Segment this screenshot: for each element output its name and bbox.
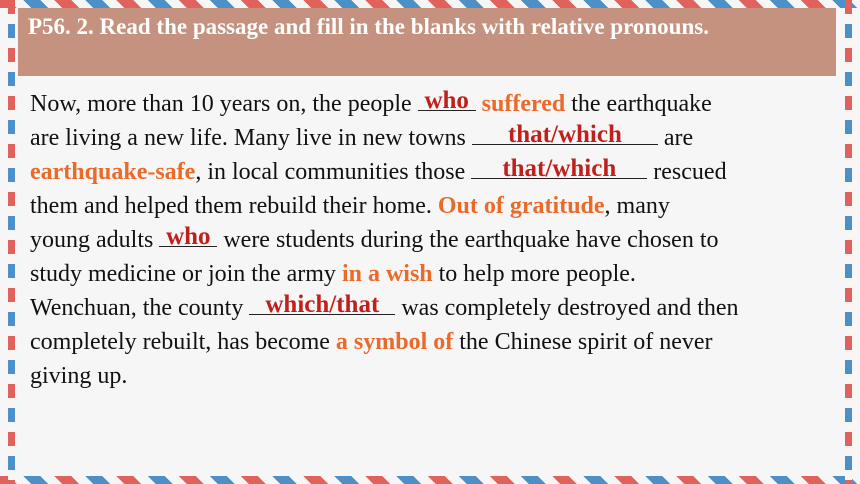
text: giving up. xyxy=(30,363,128,389)
answer-3: that/which xyxy=(502,155,617,182)
border-stripe-top xyxy=(0,0,860,8)
passage-line-3 xyxy=(30,155,850,189)
answer-4: who xyxy=(166,223,211,250)
answer-5: which/that xyxy=(265,291,380,318)
passage-line-8 xyxy=(30,325,850,359)
text: study medicine or join the army xyxy=(30,261,342,287)
blank-2 xyxy=(472,121,658,148)
title-bar xyxy=(18,8,836,76)
text: were students during the earthquake have chosen to xyxy=(217,227,719,253)
exercise-title: P56. 2. Read the passage and fill in the blanks with relative pronouns. xyxy=(28,14,709,39)
text: to help more people. xyxy=(432,261,636,287)
text: the Chinese spirit of never xyxy=(453,329,713,355)
passage-line-9 xyxy=(30,359,850,393)
text: are living a new life. Many live in new towns xyxy=(30,125,472,151)
text: , many xyxy=(604,193,670,219)
passage-line-2 xyxy=(30,121,850,155)
passage xyxy=(30,87,850,393)
border-stripe-left xyxy=(8,0,15,484)
text: completely rebuilt, has become xyxy=(30,329,336,355)
border-stripe-bottom xyxy=(0,476,860,484)
text: Wenchuan, the county xyxy=(30,295,250,321)
passage-line-5 xyxy=(30,223,850,257)
passage-line-1 xyxy=(30,87,850,121)
blank-3 xyxy=(471,155,647,182)
answer-2: that/which xyxy=(507,121,622,148)
blank-5 xyxy=(249,291,395,318)
passage-line-6 xyxy=(30,257,850,291)
passage-line-4 xyxy=(30,189,850,223)
text: rescued xyxy=(647,159,727,185)
answer-1: who xyxy=(424,87,469,114)
highlight-phrase: Out of gratitude xyxy=(437,193,605,219)
text: are xyxy=(657,125,694,151)
highlight-phrase: suffered xyxy=(481,91,566,117)
text: young adults xyxy=(30,227,160,253)
passage-line-7 xyxy=(30,291,850,325)
text: them and helped them rebuild their home. xyxy=(30,193,438,219)
highlight-phrase: a symbol of xyxy=(335,329,454,355)
blank-1 xyxy=(418,87,476,114)
text: Now, more than 10 years on, the people xyxy=(30,91,418,117)
highlight-phrase: earthquake-safe xyxy=(30,159,196,185)
text: the earthquake xyxy=(565,91,712,117)
highlight-phrase: in a wish xyxy=(341,261,433,287)
text: , in local communities those xyxy=(195,159,472,185)
text: was completely destroyed and then xyxy=(395,295,739,321)
blank-4 xyxy=(159,223,217,250)
